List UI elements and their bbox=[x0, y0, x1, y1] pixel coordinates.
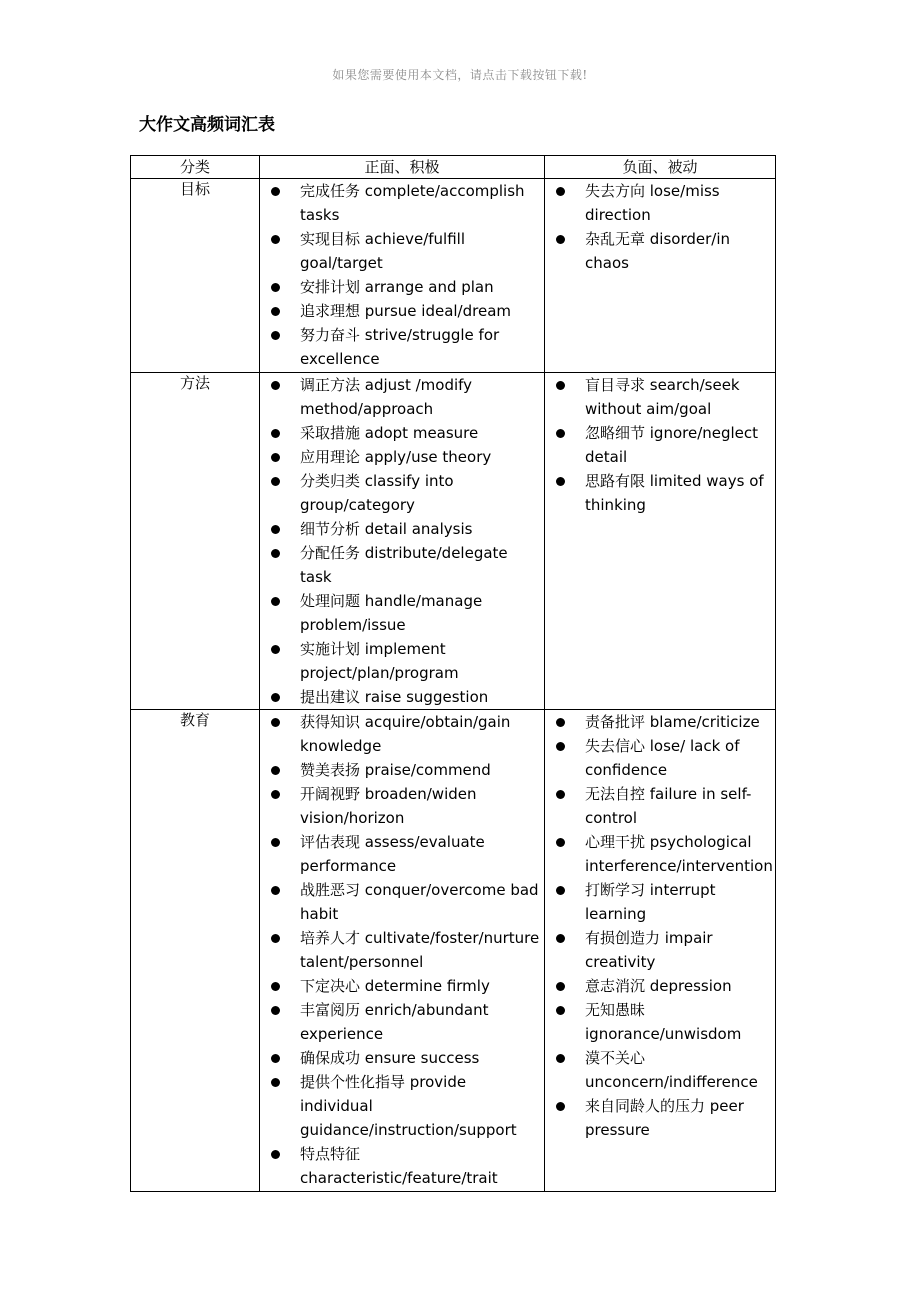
list-item: 完成任务 complete/accomplish tasks bbox=[260, 179, 544, 227]
list-item: 获得知识 acquire/obtain/gain knowledge bbox=[260, 710, 544, 758]
category-cell: 方法 bbox=[131, 373, 260, 710]
list-item: 安排计划 arrange and plan bbox=[260, 275, 544, 299]
list-item: 失去方向 lose/miss direction bbox=[545, 179, 775, 227]
positive-cell bbox=[260, 373, 545, 710]
list-item: 有损创造力 impair creativity bbox=[545, 926, 775, 974]
list-item: 责备批评 blame/criticize bbox=[545, 710, 775, 734]
list-item: 特点特征 characteristic/feature/trait bbox=[260, 1142, 544, 1190]
negative-list bbox=[545, 373, 775, 517]
list-item: 培养人才 cultivate/foster/nurture talent/personnel bbox=[260, 926, 544, 974]
list-item: 下定决心 determine firmly bbox=[260, 974, 544, 998]
list-item: 分配任务 distribute/delegate task bbox=[260, 541, 544, 589]
list-item: 意志消沉 depression bbox=[545, 974, 775, 998]
list-item: 赞美表扬 praise/commend bbox=[260, 758, 544, 782]
column-header-negative: 负面、被动 bbox=[545, 156, 776, 179]
list-item: 提出建议 raise suggestion bbox=[260, 685, 544, 709]
positive-list bbox=[260, 179, 544, 371]
document-title: 大作文高频词汇表 bbox=[139, 115, 275, 135]
category-cell: 目标 bbox=[131, 179, 260, 373]
vocabulary-table bbox=[130, 155, 776, 1192]
list-item: 忽略细节 ignore/neglect detail bbox=[545, 421, 775, 469]
table-body bbox=[131, 179, 776, 1192]
list-item: 实施计划 implement project/plan/program bbox=[260, 637, 544, 685]
list-item: 应用理论 apply/use theory bbox=[260, 445, 544, 469]
list-item: 细节分析 detail analysis bbox=[260, 517, 544, 541]
positive-list bbox=[260, 710, 544, 1190]
list-item: 处理问题 handle/manage problem/issue bbox=[260, 589, 544, 637]
list-item: 评估表现 assess/evaluate performance bbox=[260, 830, 544, 878]
list-item: 丰富阅历 enrich/abundant experience bbox=[260, 998, 544, 1046]
negative-cell bbox=[545, 373, 776, 710]
list-item: 无知愚昧 ignorance/unwisdom bbox=[545, 998, 775, 1046]
list-item: 漠不关心 unconcern/indifference bbox=[545, 1046, 775, 1094]
list-item: 实现目标 achieve/fulfill goal/target bbox=[260, 227, 544, 275]
list-item: 采取措施 adopt measure bbox=[260, 421, 544, 445]
table-row bbox=[131, 179, 776, 373]
negative-list bbox=[545, 179, 775, 275]
column-header-category: 分类 bbox=[131, 156, 260, 179]
positive-list bbox=[260, 373, 544, 709]
negative-list bbox=[545, 710, 775, 1142]
download-note: 如果您需要使用本文档，请点击下载按钮下载! bbox=[332, 68, 588, 82]
list-item: 打断学习 interrupt learning bbox=[545, 878, 775, 926]
list-item: 失去信心 lose/ lack of confidence bbox=[545, 734, 775, 782]
category-cell: 教育 bbox=[131, 710, 260, 1192]
table-row bbox=[131, 710, 776, 1192]
list-item: 开阔视野 broaden/widen vision/horizon bbox=[260, 782, 544, 830]
list-item: 心理干扰 psychological interference/intervention bbox=[545, 830, 775, 878]
list-item: 确保成功 ensure success bbox=[260, 1046, 544, 1070]
list-item: 来自同龄人的压力 peer pressure bbox=[545, 1094, 775, 1142]
list-item: 调正方法 adjust /modify method/approach bbox=[260, 373, 544, 421]
list-item: 杂乱无章 disorder/in chaos bbox=[545, 227, 775, 275]
table-row bbox=[131, 373, 776, 710]
list-item: 分类归类 classify into group/category bbox=[260, 469, 544, 517]
table-header-row bbox=[131, 156, 776, 179]
list-item: 盲目寻求 search/seek without aim/goal bbox=[545, 373, 775, 421]
list-item: 努力奋斗 strive/struggle for excellence bbox=[260, 323, 544, 371]
positive-cell bbox=[260, 179, 545, 373]
positive-cell bbox=[260, 710, 545, 1192]
list-item: 追求理想 pursue ideal/dream bbox=[260, 299, 544, 323]
column-header-positive: 正面、积极 bbox=[260, 156, 545, 179]
list-item: 无法自控 failure in self-control bbox=[545, 782, 775, 830]
list-item: 思路有限 limited ways of thinking bbox=[545, 469, 775, 517]
list-item: 提供个性化指导 provide individual guidance/instruction/support bbox=[260, 1070, 544, 1142]
negative-cell bbox=[545, 179, 776, 373]
negative-cell bbox=[545, 710, 776, 1192]
list-item: 战胜恶习 conquer/overcome bad habit bbox=[260, 878, 544, 926]
